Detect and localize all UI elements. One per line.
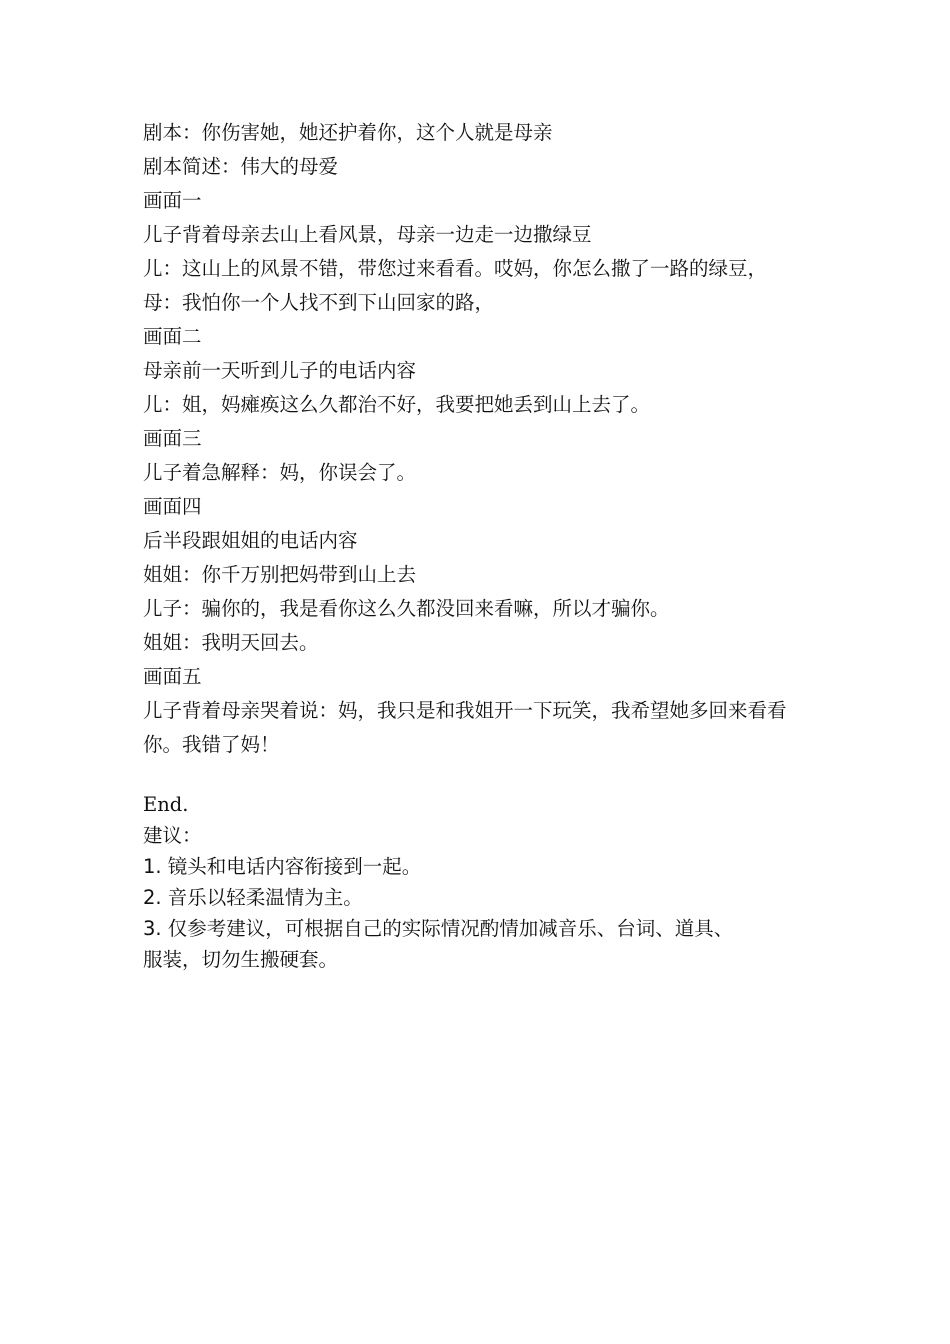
scene-line: 姐姐：你千万别把妈带到山上去	[143, 563, 417, 586]
script-summary: 剧本简述：伟大的母爱	[143, 155, 339, 178]
scene-line: 儿子着急解释：妈，你误会了。	[143, 461, 417, 484]
document-content	[143, 116, 823, 975]
suggestion-item: 1. 镜头和电话内容衔接到一起。	[143, 855, 422, 878]
end-marker: End.	[143, 793, 189, 816]
scene-line: 儿：姐，妈瘫痪这么久都治不好，我要把她丢到山上去了。	[143, 393, 651, 416]
scene-heading: 画面五	[143, 665, 202, 688]
scene-line: 儿子背着母亲哭着说：妈，我只是和我姐开一下玩笑，我希望她多回来看看你。我错了妈！	[143, 699, 787, 756]
scene-heading: 画面二	[143, 325, 202, 348]
scene-heading: 画面三	[143, 427, 202, 450]
scene-heading: 画面四	[143, 495, 202, 518]
scene-line: 母亲前一天听到儿子的电话内容	[143, 359, 417, 382]
spacer	[143, 762, 823, 790]
scene-line: 儿：这山上的风景不错，带您过来看看。哎妈，你怎么撒了一路的绿豆，	[143, 257, 768, 280]
scene-line: 儿子：骗你的，我是看你这么久都没回来看嘛，所以才骗你。	[143, 597, 670, 620]
scene-line: 姐姐：我明天回去。	[143, 631, 319, 654]
scene-line: 母：我怕你一个人找不到下山回家的路，	[143, 291, 495, 314]
suggestion-item: 2. 音乐以轻柔温情为主。	[143, 886, 363, 909]
scene-line: 儿子背着母亲去山上看风景，母亲一边走一边撒绿豆	[143, 223, 592, 246]
suggestion-item: 3. 仅参考建议，可根据自己的实际情况酌情加减音乐、台词、道具、服装，切勿生搬硬套。	[143, 917, 734, 971]
suggestions-heading: 建议：	[143, 824, 202, 847]
scene-heading: 画面一	[143, 189, 202, 212]
script-title: 剧本：你伤害她，她还护着你，这个人就是母亲	[143, 121, 553, 144]
scene-line: 后半段跟姐姐的电话内容	[143, 529, 358, 552]
